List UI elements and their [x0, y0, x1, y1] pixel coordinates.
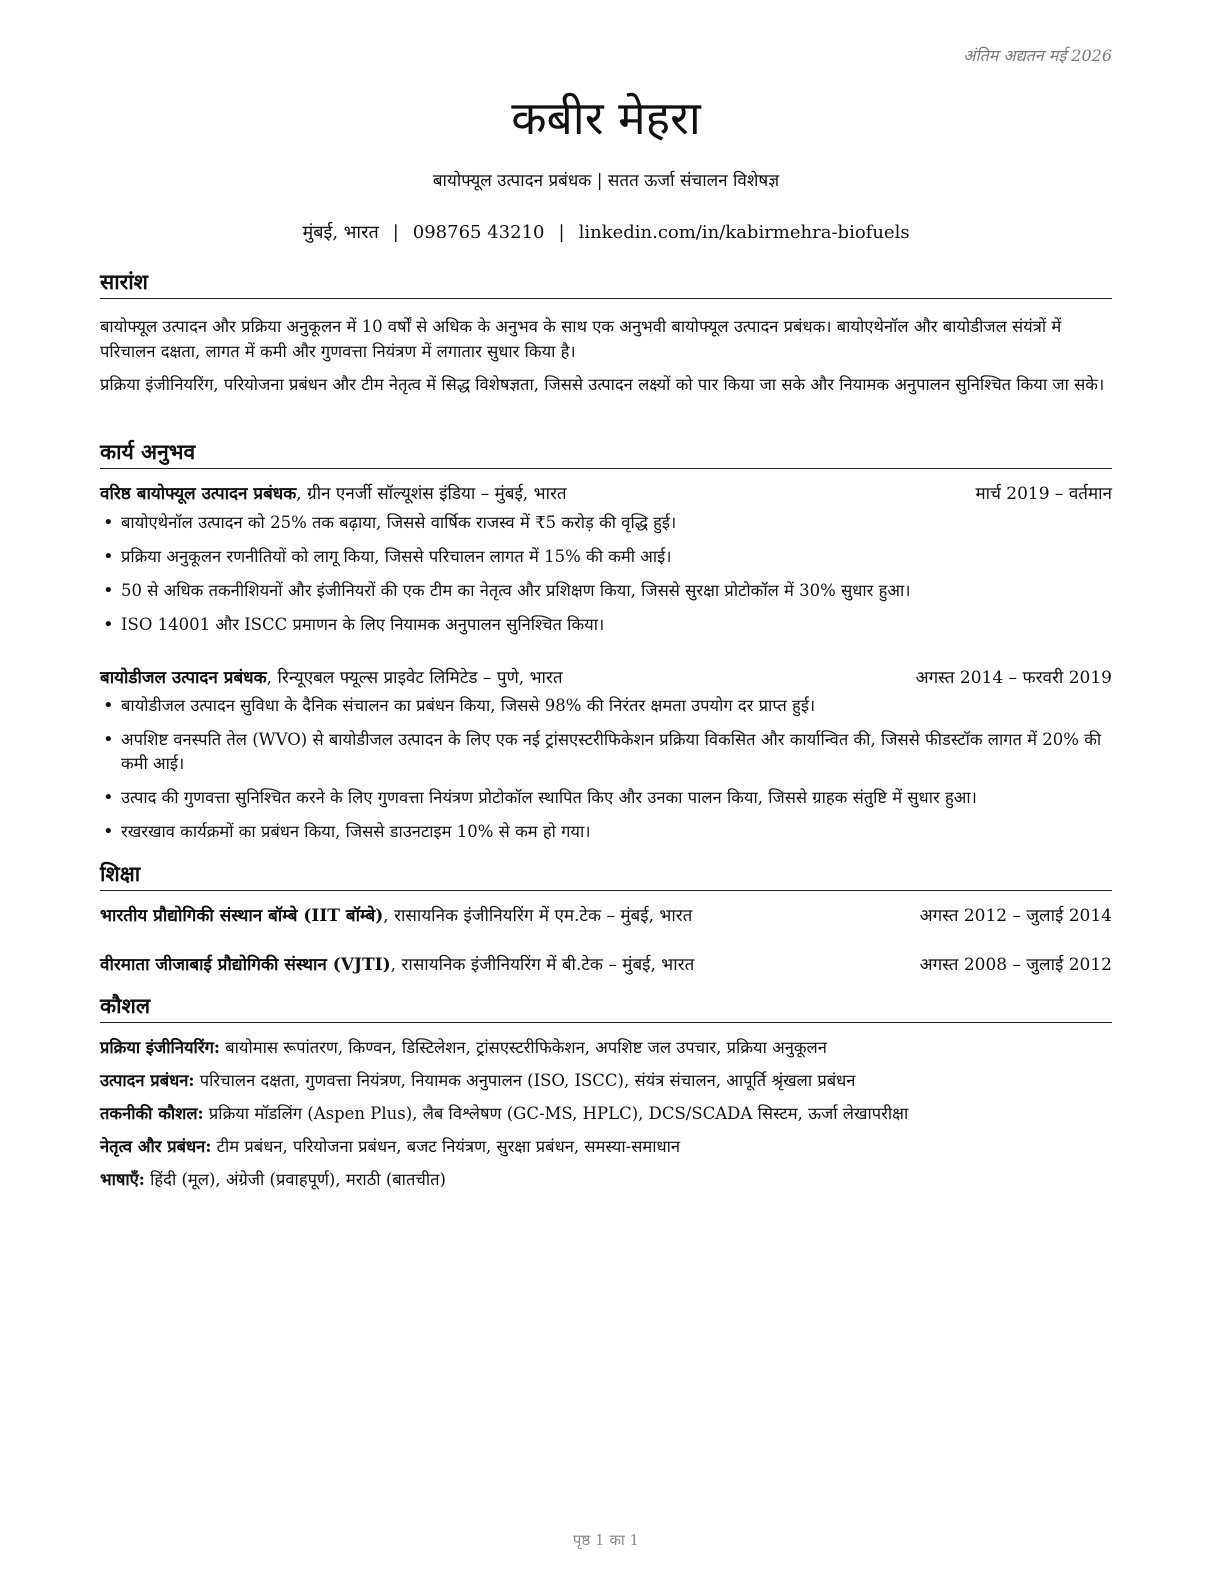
- linkedin-link[interactable]: linkedin.com/in/kabirmehra-biofuels: [578, 222, 910, 243]
- page-number: पृष्ठ 1 का 1: [572, 1531, 640, 1549]
- job-dates: मार्च 2019 – वर्तमान: [975, 484, 1112, 504]
- job-bullets: [100, 511, 1112, 647]
- job-bullets: [100, 694, 1112, 854]
- education-dates: अगस्त 2012 – जुलाई 2014: [919, 906, 1112, 926]
- education-row: [100, 903, 1112, 926]
- job-org: , ग्रीन एनर्जी सॉल्यूशंस इंडिया – मुंबई, भारत: [296, 484, 567, 504]
- tagline: बायोफ्यूल उत्पादन प्रबंधक | सतत ऊर्जा संचालन विशेषज्ञ: [432, 171, 780, 191]
- skill-label: भाषाएँ:: [100, 1170, 145, 1189]
- phone: 098765 43210: [412, 222, 545, 243]
- skill-line: [100, 1069, 1112, 1093]
- education-dates: अगस्त 2008 – जुलाई 2012: [919, 955, 1112, 975]
- skill-label: नेतृत्व और प्रबंधन:: [100, 1137, 212, 1156]
- skill-value: बायोमास रूपांतरण, किण्वन, डिस्टिलेशन, ट्रांसएस्टरीफिकेशन, अपशिष्ट जल उपचार, प्रक्रिया अनुकूलन: [219, 1038, 827, 1057]
- list-item: • उत्पाद की गुणवत्ता सुनिश्चित करने के लिए गुणवत्ता नियंत्रण प्रोटोकॉल स्थापित किए और उनका पालन किया, जिससे ग्राहक संतुष्टि में सुधार हुआ।: [100, 786, 1112, 810]
- list-item: • 50 से अधिक तकनीशियनों और इंजीनियरों की एक टीम का नेतृत्व और प्रशिक्षण किया, जिससे सुरक्षा प्रोटोकॉल में 30% सुधार हुआ।: [100, 579, 1112, 603]
- skill-value: परिचालन दक्षता, गुणवत्ता नियंत्रण, नियामक अनुपालन (ISO, ISCC), संयंत्र संचालन, आपूर्ति श्रृंखला प्रबंधन: [194, 1071, 856, 1090]
- job-dates: अगस्त 2014 – फरवरी 2019: [915, 668, 1112, 688]
- list-item: • बायोएथेनॉल उत्पादन को 25% तक बढ़ाया, जिससे वार्षिक राजस्व में ₹5 करोड़ की वृद्धि हुई।: [100, 511, 1112, 535]
- skill-value: प्रक्रिया मॉडलिंग (Aspen Plus), लैब विश्लेषण (GC-MS, HPLC), DCS/SCADA सिस्टम, ऊर्जा लेखापरीक्षा: [203, 1104, 909, 1123]
- skill-line: [100, 1168, 1112, 1192]
- skill-line: [100, 1102, 1112, 1126]
- job-role: वरिष्ठ बायोफ्यूल उत्पादन प्रबंधक: [100, 484, 297, 504]
- last-updated: अंतिम अद्यतन मई 2026: [963, 46, 1112, 65]
- list-item: • प्रक्रिया अनुकूलन रणनीतियों को लागू किया, जिससे परिचालन लागत में 15% की कमी आई।: [100, 545, 1112, 569]
- list-item: • रखरखाव कार्यक्रमों का प्रबंधन किया, जिससे डाउनटाइम 10% से कम हो गया।: [100, 820, 1112, 844]
- skill-value: टीम प्रबंधन, परियोजना प्रबंधन, बजट नियंत्रण, सुरक्षा प्रबंधन, समस्या-समाधान: [211, 1137, 681, 1156]
- job-header: [100, 665, 1112, 688]
- skill-label: प्रक्रिया इंजीनियरिंग:: [100, 1038, 220, 1057]
- skill-line: [100, 1036, 1112, 1060]
- job-header: [100, 481, 1112, 504]
- summary-paragraph-2: प्रक्रिया इंजीनियरिंग, परियोजना प्रबंधन और टीम नेतृत्व में सिद्ध विशेषज्ञता, जिससे उत्पादन लक्ष्यों को पार किया जा सके और नियामक अनुपालन सुनिश्चित किया जा सके।: [100, 375, 1105, 394]
- section-title-experience: कार्य अनुभव: [100, 438, 1112, 469]
- section-title-skills: कौशल: [100, 992, 1112, 1023]
- contact-line: [100, 220, 1112, 244]
- job-role: बायोडीजल उत्पादन प्रबंधक: [100, 668, 267, 688]
- summary-paragraph-1: बायोफ्यूल उत्पादन और प्रक्रिया अनुकूलन में 10 वर्षों से अधिक के अनुभव के साथ एक अनुभवी बायोफ्यूल उत्पादन प्रबंधक। बायोएथेनॉल और बायोडीजल संयंत्रों में परिचालन दक्षता, लागत में कमी और गुणवत्ता नियंत्रण में लगातार सुधार किया है।: [100, 317, 1062, 361]
- section-title-summary: सारांश: [100, 268, 1112, 299]
- location: मुंबई, भारत: [302, 222, 379, 243]
- list-item: • ISO 14001 और ISCC प्रमाणन के लिए नियामक अनुपालन सुनिश्चित किया।: [100, 613, 1112, 637]
- list-item: • बायोडीजल उत्पादन सुविधा के दैनिक संचालन का प्रबंधन किया, जिससे 98% की निरंतर क्षमता उपयोग दर प्राप्त हुई।: [100, 694, 1112, 718]
- job-org: , रिन्यूएबल फ्यूल्स प्राइवेट लिमिटेड – पुणे, भारत: [266, 668, 563, 688]
- candidate-name: कबीर मेहरा: [511, 91, 701, 145]
- separator: |: [392, 222, 399, 243]
- education-row: [100, 952, 1112, 975]
- resume-page: [100, 0, 1112, 1584]
- skill-label: उत्पादन प्रबंधन:: [100, 1071, 195, 1090]
- degree: , रासायनिक इंजीनियरिंग में एम.टेक – मुंबई, भारत: [383, 906, 693, 926]
- skill-value: हिंदी (मूल), अंग्रेजी (प्रवाहपूर्ण), मराठी (बातचीत): [144, 1170, 446, 1189]
- list-item: • अपशिष्ट वनस्पति तेल (WVO) से बायोडीजल उत्पादन के लिए एक नई ट्रांसएस्टरीफिकेशन प्रक्रिया विकसित और कार्यान्वित की, जिससे फीडस्टॉक लागत में 20% की कमी आई।: [100, 728, 1112, 776]
- degree: , रासायनिक इंजीनियरिंग में बी.टेक – मुंबई, भारत: [390, 955, 695, 975]
- section-title-education: शिक्षा: [100, 860, 1112, 891]
- skill-label: तकनीकी कौशल:: [100, 1104, 204, 1123]
- school-name: भारतीय प्रौद्योगिकी संस्थान बॉम्बे (IIT बॉम्बे): [100, 906, 384, 926]
- school-name: वीरमाता जीजाबाई प्रौद्योगिकी संस्थान (VJTI): [100, 955, 391, 975]
- separator: |: [558, 222, 565, 243]
- skill-line: [100, 1135, 1112, 1159]
